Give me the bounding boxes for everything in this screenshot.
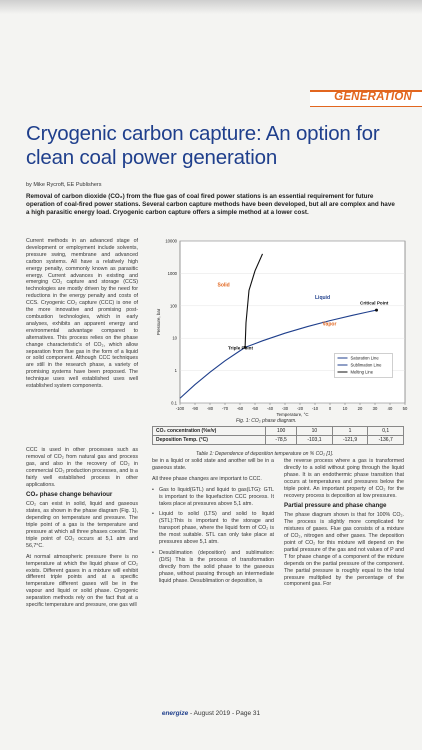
paragraph: the reverse process where a gas is transformed directly to a solid without going through the liquid phase. It is an endothermic phase transition that occurs at temperatures and pressures below the triple point. An important property of CO₂ for the recovery process is deposition at low pressures. [284,458,404,499]
phase-diagram-chart [150,233,412,421]
page-footer [0,710,422,717]
bullet-list [152,487,274,585]
paragraph: CO₂ can exist in solid, liquid and gaseous states, as shown in the phase diagram (Fig. 1), depending on temperature and pressure. The triple point of a gas is the temperature and pressure at which all three phases coexist. The triple point of CO₂ occurs at 5,1 atm and 56,7°C. [26,501,138,549]
x-tick-label: 30 [372,406,378,411]
x-tick-label: 10 [342,406,348,411]
legend-label: Sublimation Line [350,362,382,368]
table-cell: -103,1 [297,436,333,445]
magazine-name: energize [161,710,189,717]
x-tick-label: -100 [175,406,185,411]
region-label: Liquid [315,295,330,302]
x-axis-label: Temperature, °C [276,412,309,417]
critical-point-marker [375,309,378,312]
paragraph: be in a liquid or solid state and another will be in a gaseous state. [152,458,274,471]
paragraph: Current methods in an advanced stage of development or employment include solvents, pressure swing, membrane and advanced carbon systems. All have a relatively high energy penalty, commonly known as parasitic energy. Current advances in existing and emerging CO₂ capture and storage (CCS) technologies are mostly driven by the need for reductions in the energy penalty and costs of CCS. Cryogenic CO₂ capture (CCC) is one of the more innovative and promising post-combustion technologies, which in early analyses, exhibits an apparent energy and environmental advantage compared to alternatives. This process relies on the phase change characteristic's of CO₂, which allow separation from flue gas in the form of a liquid or solid component. Although CCC techniques are still in the research phase, a variety of promising systems have been proposed. The technique uses well established uses well established system components. [26,238,138,390]
table-cell: Deposition Temp. (°C) [153,436,266,445]
x-tick-label: 50 [402,406,408,411]
table-header-cell: 0,1 [368,427,404,436]
x-tick-label: -90 [191,406,199,411]
table-cell: -136,7 [368,436,404,445]
region-label: Vapor [322,321,337,328]
article-lede: Removal of carbon dioxide (CO₂) from the flue gas of coal fired power stations is an essential requirement for future operation of coal-fired power stations. Several carbon capture methods have been developed, but all are complex and have a high parasitic energy load. Cryogenic carbon capture offers a simple method at a lower cost. [26,193,395,216]
deposition-table [152,426,404,445]
legend-label: Melting Line [350,369,374,375]
table-row [153,436,404,445]
table-row [153,427,404,436]
table-cell: -121,9 [332,436,368,445]
list-item: • Desublimation (deposition) and sublimation: (D/S) This is the process of transformation directly from the solid phase to the gaseous phase, without passing through an intermediate liquid phase. Desublimation or deposition, is [152,550,274,585]
x-tick-label: -10 [311,406,319,411]
table-header-cell: CO₂ concentration (%v/v) [153,427,266,436]
x-tick-label: -70 [221,406,229,411]
section-label: GENERATION [334,91,412,103]
y-tick-label: 10000 [165,238,177,244]
region-label: Solid [217,282,230,289]
x-tick-label: -40 [266,406,274,411]
column-right [284,458,404,592]
x-tick-label: -80 [206,406,214,411]
legend-label: Saturation Line [350,355,379,361]
y-axis-label: Pressure, bar [156,308,161,336]
y-tick-label: 1000 [167,270,177,276]
x-tick-label: -60 [236,406,244,411]
x-tick-label: -20 [296,406,304,411]
annotation-label: Critical Point [360,300,389,306]
article-title: Cryogenic carbon capture: An option for clean coal power generation [26,122,380,169]
paragraph: CCC is used in other processes such as removal of CO₂ from natural gas and process gas, and also in the recovery of CO₂ in commercial CO₂ production processes, and is a fairly well established process in other applications. [26,447,138,488]
y-tick-label: 0.1 [171,400,177,406]
section-heading: CO₂ phase change behaviour [26,491,113,499]
plot-area [180,241,405,403]
column-left-top [26,238,138,394]
paragraph: All three phase changes are important to CCC. [152,475,262,482]
byline: by Mike Rycroft, EE Publishers [26,182,102,188]
x-tick-label: 0 [328,406,332,411]
table-header-cell: 1 [332,427,368,436]
list-item: • Gas to liquid(GTL) and liquid to gas(LTG): GTL is important to the liquefaction CCC process. It takes place at pressures above 5,1 atm. [152,487,274,508]
paragraph: The phase diagram shown is that for 100% CO₂. The process is slightly more complicated for mixtures of gases. Flue gas consists of a mixture of CO₂, nitrogen and other gases. The deposition point of CO₂ for this mixture will depend on the partial pressure of the gas and not values of P and T for phase change of a component of the mixture depends on the partial pressure of the component. The partial pressure is roughly equal to the total pressure multiplied by the percentage of the component gas. For [284,512,404,588]
column-left-bottom [26,447,138,613]
table-header-cell: 100 [266,427,297,436]
table-header-cell: 10 [297,427,333,436]
column-middle [152,458,274,589]
x-tick-label: -50 [251,406,259,411]
page-edge-shadow [0,0,422,14]
x-tick-label: -30 [281,406,289,411]
x-tick-label: 40 [387,406,393,411]
annotation-label: Triple Point [228,345,254,351]
y-tick-label: 1 [174,368,177,374]
y-tick-label: 100 [170,303,177,309]
figure-caption: Fig. 1: CO₂ phase diagram. [236,418,297,424]
issue-info: - August 2019 - Page 31 [188,710,261,717]
table-cell: -78,5 [266,436,297,445]
y-tick-label: 10 [172,335,177,341]
list-item: • Liquid to solid (LTS) and solid to liquid (STL):This is important to the storage and transport phase, where the liquid form of CO₂ is the most suitable. STL can only take place at pressures above 5,1 atm. [152,511,274,546]
table-caption: Table 1: Dependence of deposition temperature on % CO₂ [1]. [196,451,334,457]
section-heading: Partial pressure and phase change [284,502,387,510]
paragraph: At normal atmospheric pressure there is no temperature at which the liquid phase of CO₂ exists. Different gases in a mixture will exhibit different triple points and at a specific temperature different gases will be in the vapour and liquid or solid phase. Cryogenic separation methods rely on the fact that at a specific temperature and pressure, one gas will [26,553,138,609]
x-tick-label: 20 [357,406,363,411]
